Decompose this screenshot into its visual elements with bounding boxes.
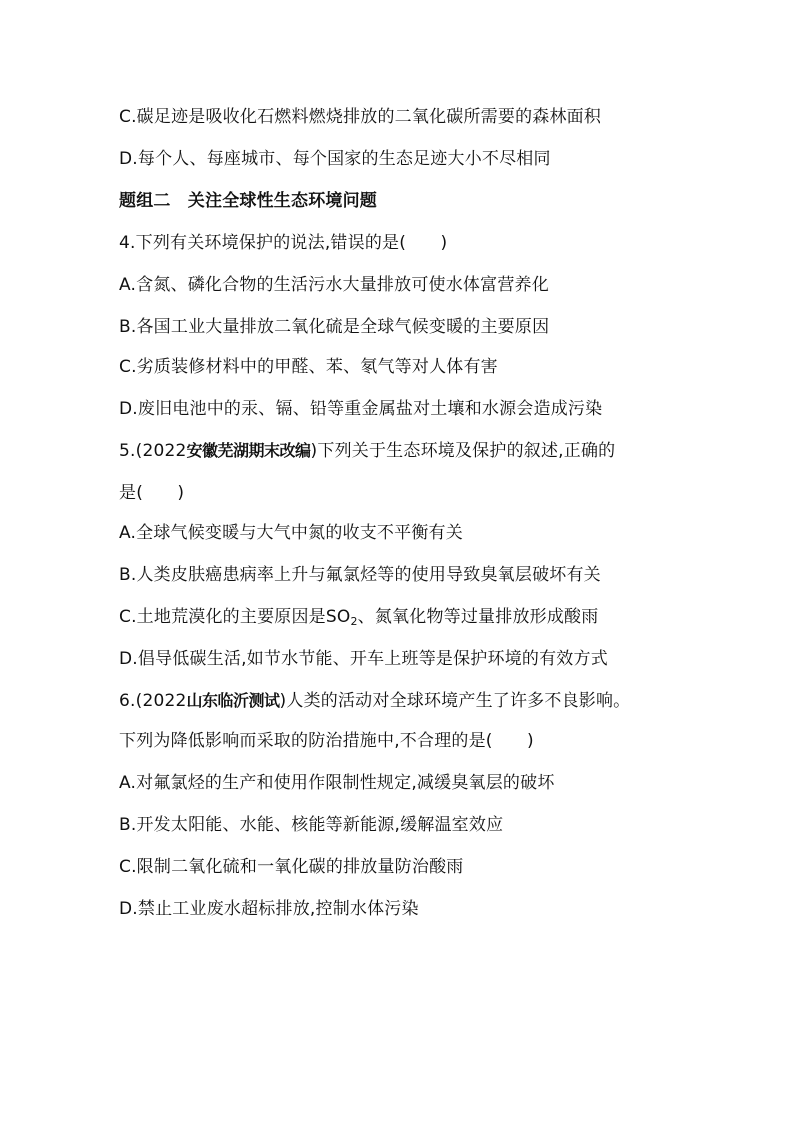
option-d-q5: D.倡导低碳生活,如节水节能、开车上班等是保护环境的有效方式	[119, 649, 608, 669]
option-d-q6: D.禁止工业废水超标排放,控制水体污染	[119, 899, 419, 919]
question-6-text: )人类的活动对全球环境产生了许多不良影响。	[279, 691, 631, 711]
option-c-q4: C.劣质装修材料中的甲醛、苯、氡气等对人体有害	[119, 357, 498, 377]
question-6-stem	[119, 690, 630, 712]
question-5-stem	[119, 440, 615, 462]
question-5-stem-cont: 是( )	[119, 483, 185, 503]
question-5-number: 5.(2022	[119, 441, 187, 461]
option-c-q5	[119, 606, 598, 628]
so2-formula: SO	[325, 607, 351, 627]
option-c-q5-text-2: 、氮氧化物等过量排放形成酸雨	[357, 607, 599, 627]
option-c-q3: C.碳足迹是吸收化石燃料燃烧排放的二氧化碳所需要的森林面积	[119, 107, 602, 127]
option-a-q6: A.对氟氯烃的生产和使用作限制性规定,减缓臭氧层的破坏	[119, 773, 555, 793]
question-5-text: )下列关于生态环境及保护的叙述,正确的	[310, 441, 616, 461]
section-heading: 题组二 关注全球性生态环境问题	[119, 191, 377, 211]
option-d-q4: D.废旧电池中的汞、镉、铅等重金属盐对土壤和水源会造成污染	[119, 399, 603, 419]
question-6-number: 6.(2022	[119, 691, 187, 711]
option-a-q5: A.全球气候变暖与大气中氮的收支不平衡有关	[119, 523, 463, 543]
option-c-q6: C.限制二氧化硫和一氧化碳的排放量防治酸雨	[119, 857, 464, 877]
question-6-source: 山东临沂测试	[186, 691, 280, 710]
question-5-source: 安徽芜湖期末改编	[186, 441, 311, 460]
option-b-q6: B.开发太阳能、水能、核能等新能源,缓解温室效应	[119, 815, 504, 835]
option-b-q4: B.各国工业大量排放二氧化硫是全球气候变暖的主要原因	[119, 317, 550, 337]
option-b-q5: B.人类皮肤癌患病率上升与氟氯烃等的使用导致臭氧层破坏有关	[119, 565, 601, 585]
question-4-stem: 4.下列有关环境保护的说法,错误的是( )	[119, 233, 448, 253]
option-a-q4: A.含氮、磷化合物的生活污水大量排放可使水体富营养化	[119, 275, 549, 295]
option-d-q3: D.每个人、每座城市、每个国家的生态足迹大小不尽相同	[119, 149, 551, 169]
so2-subscript: 2	[350, 615, 358, 628]
question-6-stem-cont: 下列为降低影响而采取的防治措施中,不合理的是( )	[119, 731, 534, 751]
option-c-q5-text-1: C.土地荒漠化的主要原因是	[119, 607, 326, 627]
